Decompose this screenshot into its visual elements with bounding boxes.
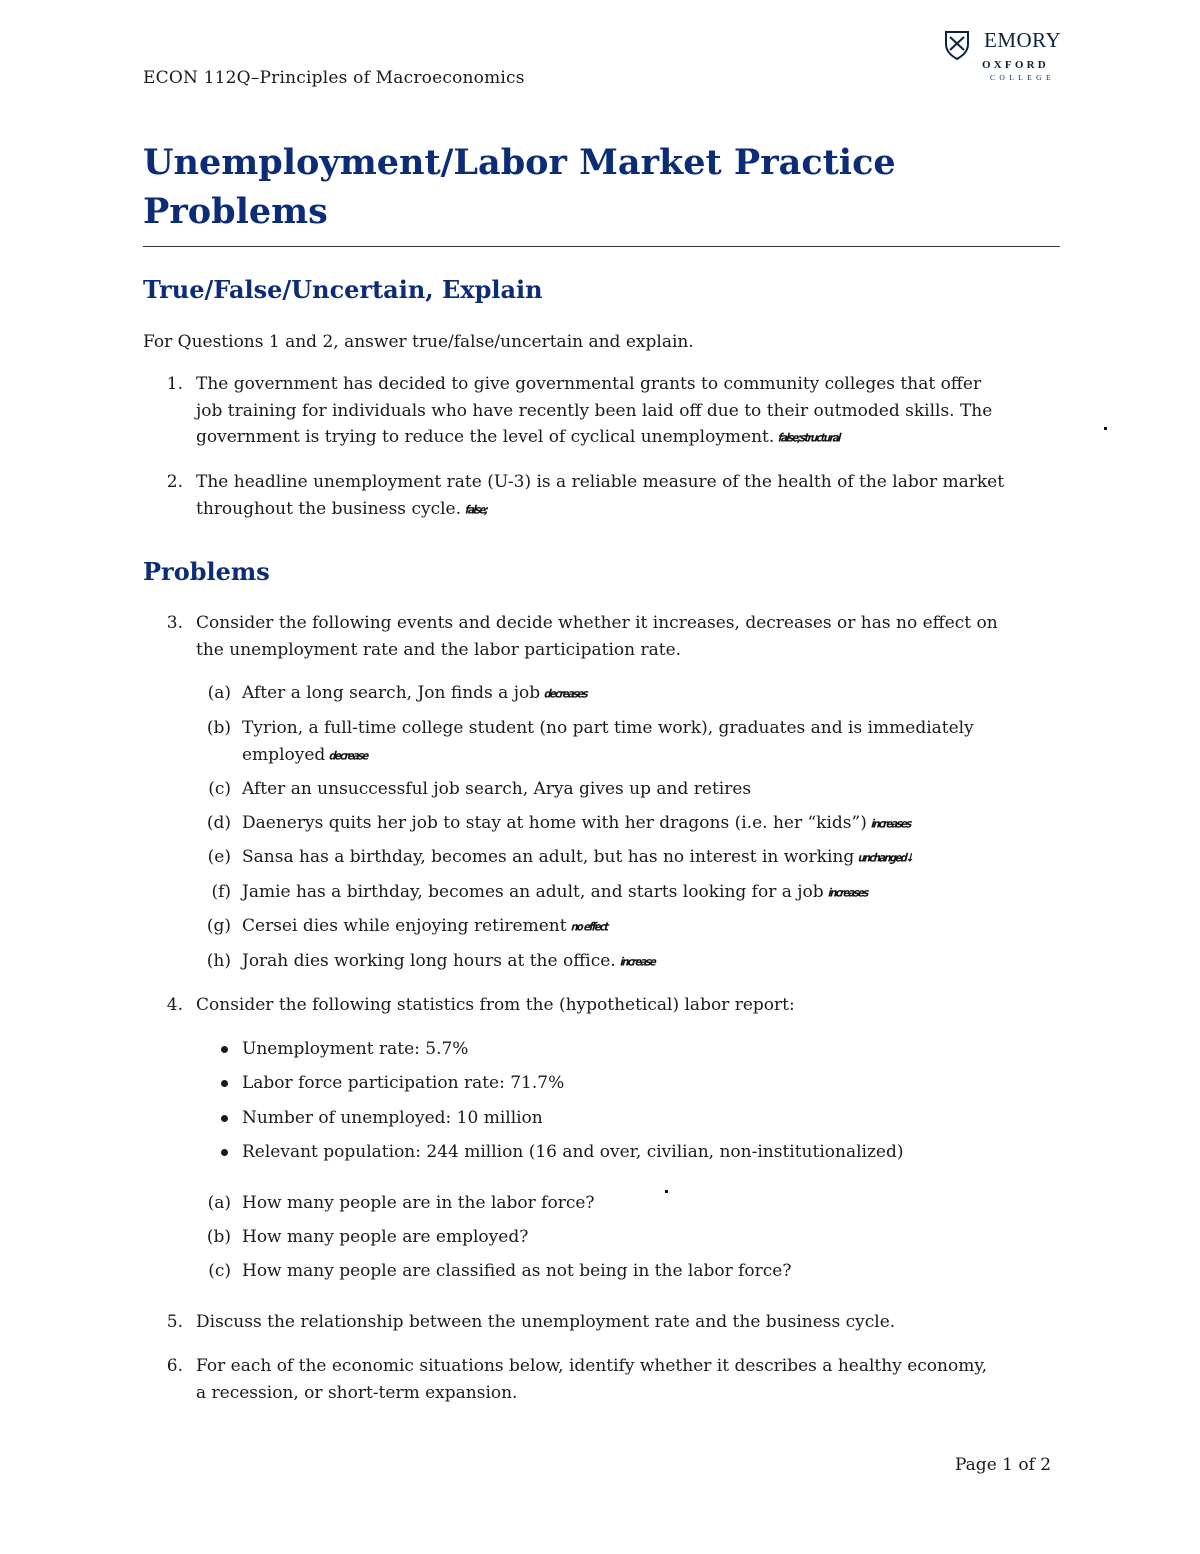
part-text: After a long search, Jon finds a job [242,683,541,703]
question-text-line: For each of the economic situations below, identify whether it describes a healthy economy, [196,1356,988,1376]
handwritten-annotation: unchanged↓ [856,852,915,865]
question-text-line: the unemployment rate and the labor participation rate. [196,639,682,660]
part-label: (c) [208,1261,231,1281]
section-heading-problems: Problems [143,557,270,586]
part-text: How many people are in the labor force? [242,1193,595,1213]
question-text-line: government is trying to reduce the level of cyclical unemployment. [196,427,775,447]
part-label: (a) [207,1193,231,1213]
handwritten-annotation: increase [618,956,657,969]
logo-college-text: COLLEGE [990,73,1055,82]
question-text-line: job training for individuals who have recently been laid off due to their outmoded skills. The [196,400,993,421]
stat-bullet: Unemployment rate: 5.7% [242,1039,469,1059]
part-text: Jorah dies working long hours at the office. [242,951,616,971]
part-label: (d) [206,813,231,833]
bullet-icon [221,1046,228,1053]
question-text-line: Discuss the relationship between the unemployment rate and the business cycle. [196,1312,896,1332]
shield-icon [944,30,970,60]
tfu-instructions: For Questions 1 and 2, answer true/false/uncertain and explain. [143,332,694,352]
part-label: (g) [206,916,231,936]
page-number: Page 1 of 2 [955,1455,1052,1475]
stat-bullet: Labor force participation rate: 71.7% [242,1073,565,1093]
part-label: (e) [207,847,231,867]
part-text: employed [242,744,326,765]
handwritten-annotation: no effect [569,921,609,934]
question-number: 4. [166,995,183,1015]
part-text: Daenerys quits her job to stay at home with her dragons (i.e. her “kids”) [242,813,867,833]
part-text: After an unsuccessful job search, Arya gives up and retires [242,779,752,799]
part-label: (a) [207,683,231,703]
title-divider [143,246,1060,247]
part-text: How many people are classified as not being in the labor force? [242,1261,792,1281]
question-number: 5. [166,1312,183,1332]
question-text-line: Consider the following events and decide whether it increases, decreases or has no effect on [196,613,998,633]
stat-bullet: Relevant population: 244 million (16 and over, civilian, non-institutionalized) [242,1142,904,1162]
page-title: Unemployment/Labor Market Practice Problems [143,142,896,232]
bullet-icon [221,1080,228,1087]
handwritten-annotation: increases [869,818,912,831]
part-text: Jamie has a birthday, becomes an adult, and starts looking for a job [242,882,824,902]
part-text: Sansa has a birthday, becomes an adult, but has no interest in working [242,847,855,867]
part-label: (c) [208,779,231,799]
stray-mark [1104,427,1107,430]
part-label: (b) [206,718,231,738]
course-header: ECON 112Q–Principles of Macroeconomics [143,68,525,88]
question-text-line: a recession, or short-term expansion. [196,1382,518,1403]
question-number: 1. [166,374,183,394]
question-text-line: Consider the following statistics from the (hypothetical) labor report: [196,995,795,1015]
question-number: 2. [166,472,183,492]
part-text: Tyrion, a full-time college student (no part time work), graduates and is immediately [242,718,974,738]
question-text-line: The government has decided to give governmental grants to community colleges that offer [196,374,982,394]
handwritten-annotation: false;structural [776,432,842,445]
question-number: 3. [166,613,183,633]
logo-oxford-text: OXFORD [982,59,1049,71]
question-number: 6. [166,1356,183,1376]
part-text: How many people are employed? [242,1227,529,1247]
section-heading-tfu: True/False/Uncertain, Explain [143,275,543,304]
question-text-line: throughout the business cycle. [196,498,461,519]
part-text: Cersei dies while enjoying retirement [242,916,567,936]
part-label: (f) [211,882,231,902]
handwritten-annotation: increases [826,887,869,900]
stray-mark [665,1190,668,1193]
bullet-icon [221,1149,228,1156]
part-label: (h) [206,951,231,971]
question-text-line: The headline unemployment rate (U-3) is a reliable measure of the health of the labor market [196,472,1005,492]
bullet-icon [221,1115,228,1122]
handwritten-annotation: decrease [327,749,370,763]
logo-emory-text: EMORY [984,28,1062,52]
part-label: (b) [206,1227,231,1247]
handwritten-annotation: false; [463,503,489,517]
stat-bullet: Number of unemployed: 10 million [242,1108,543,1128]
emory-oxford-logo [944,28,1062,88]
handwritten-annotation: decreases [542,688,589,701]
